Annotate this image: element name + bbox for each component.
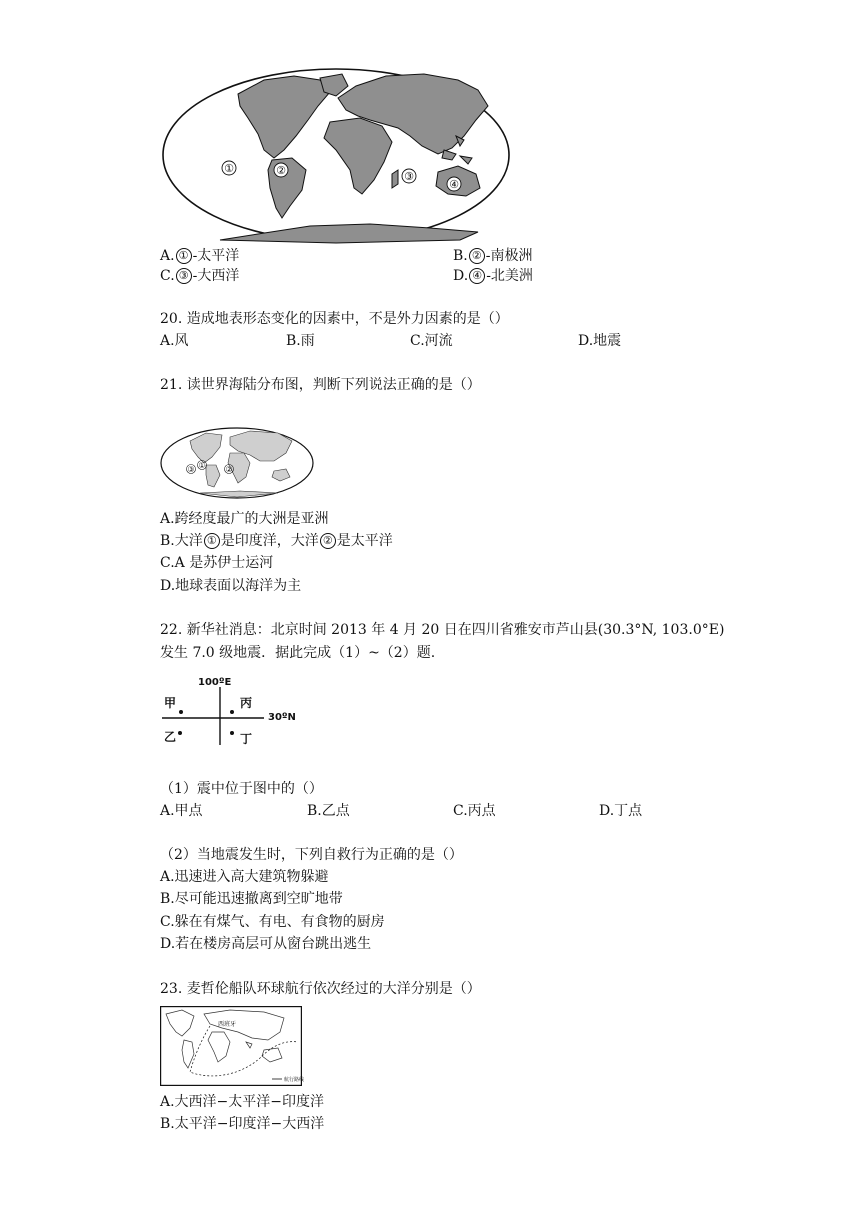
q22-coordinate-diagram [160, 673, 310, 749]
q23-map-spain-label: 西班牙 [218, 1021, 237, 1028]
q22-stem-line2: 发生 7.0 级地震．据此完成（1）~（2）题. [160, 645, 436, 661]
q22-sub1-option-c[interactable]: C.丙点 [453, 803, 496, 819]
q20-option-b[interactable]: B.雨 [286, 333, 315, 349]
q23-route-map [160, 1006, 305, 1086]
q21-world-map [160, 427, 314, 499]
q22-sub1-option-d[interactable]: D.丁点 [599, 803, 643, 819]
q20-option-a[interactable]: A.风 [160, 333, 189, 349]
q19-option-b[interactable]: B. ② -南极洲 [453, 248, 533, 264]
q19-option-d[interactable]: D. ④ -北美洲 [453, 268, 533, 284]
q23-stem: 23. 麦哲伦船队环球航行依次经过的大洋分别是（） [160, 981, 481, 997]
q21-option-b[interactable]: B.大洋 ① 是印度洋，大洋 ② 是太平洋 [160, 533, 393, 549]
q22-sub1-stem: （1）震中位于图中的（） [160, 781, 323, 797]
q21-map-label-3: ③ [187, 465, 195, 474]
q22-point-ding-label: 丁 [240, 732, 253, 746]
q22-sub1-option-b[interactable]: B.乙点 [307, 803, 350, 819]
q22-longitude-label: 100ºE [198, 677, 232, 688]
q21-option-a[interactable]: A.跨经度最广的大洲是亚洲 [160, 511, 329, 527]
q22-point-bing-label: 丙 [240, 696, 253, 710]
q23-option-a[interactable]: A.大西洋−太平洋−印度洋 [160, 1094, 325, 1110]
q22-point-jia-label: 甲 [164, 696, 177, 710]
q20-option-d[interactable]: D.地震 [578, 333, 622, 349]
q22-point-jia [179, 710, 183, 714]
q22-sub2-option-b[interactable]: B.尽可能迅速撤离到空旷地带 [160, 891, 343, 907]
q21-option-c[interactable]: C.A 是苏伊士运河 [160, 555, 274, 571]
q20-option-c[interactable]: C.河流 [410, 333, 453, 349]
map-ocean-label-2: ② [276, 164, 286, 177]
q22-sub2-option-a[interactable]: A.迅速进入高大建筑物躲避 [160, 869, 329, 885]
q23-option-b[interactable]: B.太平洋−印度洋−大西洋 [160, 1116, 325, 1132]
q19-option-c[interactable]: C. ③ -大西洋 [160, 268, 240, 284]
q22-point-yi-label: 乙 [164, 730, 177, 744]
q22-sub1-option-a[interactable]: A.甲点 [160, 803, 203, 819]
map-ocean-label-4: ④ [449, 178, 459, 191]
q22-point-ding [230, 731, 234, 735]
map-ocean-label-1: ① [224, 162, 234, 175]
q20-stem: 20. 造成地表形态变化的因素中，不是外力因素的是（） [160, 311, 509, 327]
q22-sub2-option-c[interactable]: C.躲在有煤气、有电、有食物的厨房 [160, 914, 385, 930]
q22-stem-line1: 22. 新华社消息：北京时间 2013 年 4 月 20 日在四川省雅安市芦山县(30.3°N, 103.0°E) [160, 622, 725, 638]
q22-sub2-stem: （2）当地震发生时，下列自救行为正确的是（） [160, 847, 463, 863]
q21-map-label-2: ② [225, 465, 233, 474]
q21-option-d[interactable]: D.地球表面以海洋为主 [160, 578, 302, 594]
q19-option-a[interactable]: A. ① -太平洋 [160, 248, 240, 264]
q23-map-legend: 航行路线 [284, 1077, 305, 1083]
map-ocean-label-3: ③ [404, 170, 414, 183]
q22-sub2-option-d[interactable]: D.若在楼房高层可从窗台跳出逃生 [160, 936, 372, 952]
q22-latitude-label: 30ºN [268, 712, 296, 723]
q19-world-map [160, 66, 512, 244]
q21-map-label-1: ① [198, 461, 206, 470]
q22-point-yi [178, 731, 182, 735]
q21-stem: 21. 读世界海陆分布图，判断下列说法正确的是（） [160, 377, 481, 393]
q22-point-bing [230, 710, 234, 714]
